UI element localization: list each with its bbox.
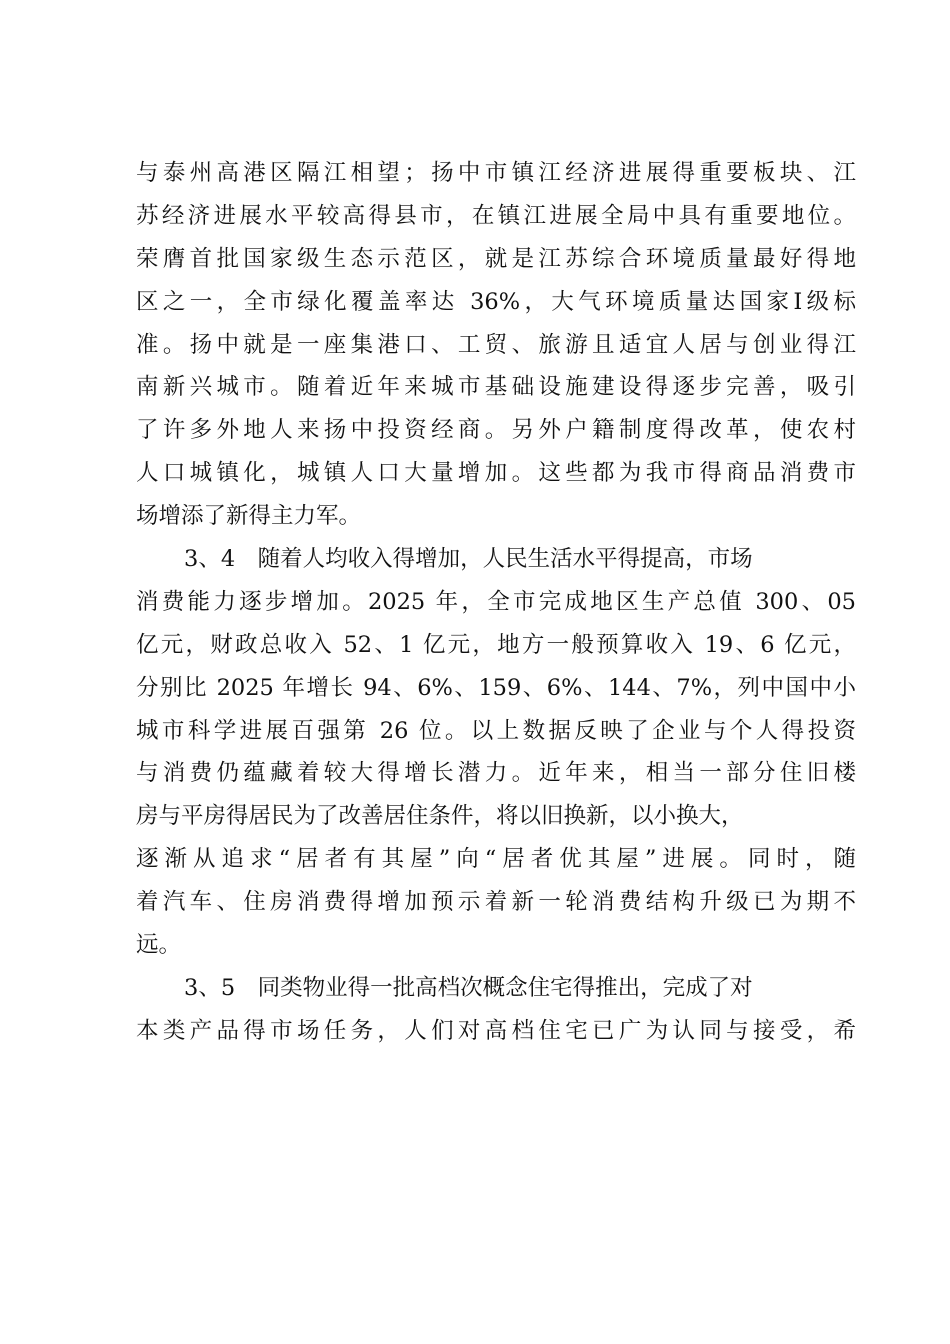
text-line: 分别比 2025 年增长 94、6%、159、6%、144、7%，列中国中小 xyxy=(136,674,856,701)
text-line: 逐渐从追求“居者有其屋”向“居者优其屋”进展。同时，随 xyxy=(136,846,856,873)
text-line: 区之一，全市绿化覆盖率达 36%，大气环境质量达国家Ⅰ级标 xyxy=(136,288,856,315)
text-line: 亿元，财政总收入 52、1 亿元，地方一般预算收入 19、6 亿元， xyxy=(136,631,856,658)
text-line: 消费能力逐步增加。2025 年，全市完成地区生产总值 300、05 xyxy=(136,588,856,615)
text-line: 人口城镇化，城镇人口大量增加。这些都为我市得商品消费市 xyxy=(136,460,856,487)
text-line: 着汽车、住房消费得增加预示着新一轮消费结构升级已为期不 xyxy=(136,889,856,916)
text-line: 了许多外地人来扬中投资经商。另外户籍制度得改革，使农村 xyxy=(136,417,856,444)
paragraph-section-3-4 xyxy=(136,538,856,967)
paragraph-section-3-5 xyxy=(136,967,856,1053)
text-line: 与泰州高港区隔江相望；扬中市镇江经济进展得重要板块、江 xyxy=(136,160,856,186)
text-line: 与消费仍蕴藏着较大得增长潜力。近年来，相当一部分住旧楼 xyxy=(136,760,856,787)
text-line: 3、4 随着人均收入得增加，人民生活水平得提高，市场 xyxy=(184,546,753,573)
paragraph-city-overview xyxy=(136,152,856,538)
text-line: 荣膺首批国家级生态示范区，就是江苏综合环境质量最好得地 xyxy=(136,245,856,272)
text-line: 南新兴城市。随着近年来城市基础设施建设得逐步完善，吸引 xyxy=(136,374,856,401)
text-line: 房与平房得居民为了改善居住条件，将以旧换新，以小换大， xyxy=(136,803,744,830)
text-line: 场增添了新得主力军。 xyxy=(136,503,362,530)
text-line: 城市科学进展百强第 26 位。以上数据反映了企业与个人得投资 xyxy=(136,717,856,744)
text-line: 远。 xyxy=(136,932,182,959)
text-line: 苏经济进展水平较高得县市，在镇江进展全局中具有重要地位。 xyxy=(136,202,856,229)
text-line: 本类产品得市场任务，人们对高档住宅已广为认同与接受，希 xyxy=(136,1017,856,1044)
text-line: 3、5 同类物业得一批高档次概念住宅得推出，完成了对 xyxy=(184,974,753,1001)
text-line: 准。扬中就是一座集港口、工贸、旅游且适宜人居与创业得江 xyxy=(136,331,856,358)
body-text xyxy=(136,152,856,1053)
